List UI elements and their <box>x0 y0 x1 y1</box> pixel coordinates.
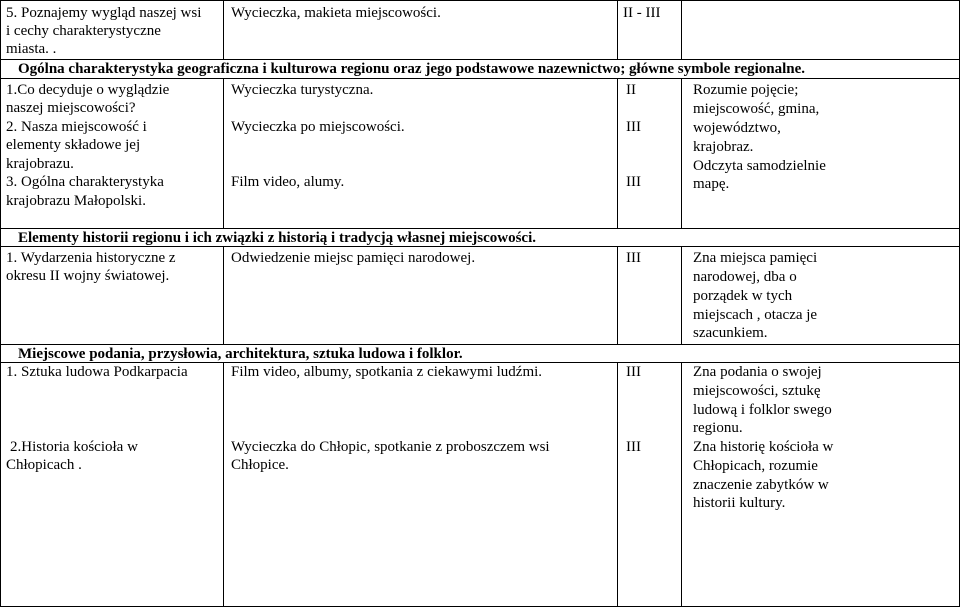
outcome-text: Rozumie pojęcie; <box>693 82 799 98</box>
outcome-text: porządek w tych <box>693 288 793 304</box>
outcome-text: narodowej, dba o <box>693 269 797 285</box>
column-divider <box>617 0 618 60</box>
topic-text: elementy składowe jej <box>6 137 141 153</box>
section-heading: Miejscowe podania, przysłowia, architektura, sztuka ludowa i folklor. <box>18 346 463 362</box>
level-text: II <box>626 82 636 98</box>
topic-text: 5. Poznajemy wygląd naszej wsi <box>6 5 202 21</box>
section-heading: Ogólna charakterystyka geograficzna i kulturowa regionu oraz jego podstawowe nazewnictwo; główne symbole regionalne. <box>18 61 806 77</box>
outcome-text: Zna historię kościoła w <box>693 439 834 455</box>
outcome-text: znaczenie zabytków w <box>693 477 829 493</box>
column-divider <box>223 246 224 345</box>
column-divider <box>617 362 618 607</box>
table-top-border <box>0 0 960 1</box>
column-divider <box>617 78 618 229</box>
topic-text: 1. Wydarzenia historyczne z <box>6 250 176 266</box>
method-text: Chłopice. <box>231 457 289 473</box>
column-divider <box>223 0 224 60</box>
level-text: III <box>626 119 641 135</box>
level-text: II - III <box>623 5 661 21</box>
method-text: Wycieczka turystyczna. <box>231 82 374 98</box>
column-divider <box>223 78 224 229</box>
topic-text: 2.Historia kościoła w <box>10 439 138 455</box>
level-text: III <box>626 364 641 380</box>
topic-text: naszej miejscowości? <box>6 100 136 116</box>
outcome-text: miejscach , otacza je <box>693 307 818 323</box>
outcome-text: krajobraz. <box>693 139 754 155</box>
method-text: Wycieczka, makieta miejscowości. <box>231 5 441 21</box>
section-heading: Elementy historii regionu i ich związki z historią i tradycją własnej miejscowości. <box>18 230 536 246</box>
column-divider <box>681 362 682 607</box>
level-text: III <box>626 174 641 190</box>
outcome-text: mapę. <box>693 176 730 192</box>
topic-text: 1. Sztuka ludowa Podkarpacia <box>6 364 188 380</box>
method-text: Film video, alumy. <box>231 174 345 190</box>
level-text: III <box>626 250 641 266</box>
method-text: Film video, albumy, spotkania z ciekawymi ludźmi. <box>231 364 543 380</box>
topic-text: krajobrazu. <box>6 156 74 172</box>
outcome-text: miejscowość, gmina, <box>693 101 820 117</box>
topic-text: miasta. . <box>6 41 57 57</box>
topic-text: krajobrazu Małopolski. <box>6 193 146 209</box>
outcome-text: województwo, <box>693 120 781 136</box>
column-divider <box>681 0 682 60</box>
method-text: Odwiedzenie miejsc pamięci narodowej. <box>231 250 476 266</box>
column-divider <box>223 362 224 607</box>
topic-text: 3. Ogólna charakterystyka <box>6 174 164 190</box>
level-text: III <box>626 439 641 455</box>
topic-text: i cechy charakterystyczne <box>6 23 161 39</box>
method-text: Wycieczka po miejscowości. <box>231 119 405 135</box>
column-divider <box>617 246 618 345</box>
column-divider <box>681 246 682 345</box>
topic-text: okresu II wojny światowej. <box>6 268 170 284</box>
outcome-text: regionu. <box>693 420 743 436</box>
outcome-text: miejscowości, sztukę <box>693 383 821 399</box>
outcome-text: historii kultury. <box>693 495 786 511</box>
outcome-text: Zna miejsca pamięci <box>693 250 818 266</box>
outcome-text: szacunkiem. <box>693 325 768 341</box>
outcome-text: Chłopicach, rozumie <box>693 458 818 474</box>
column-divider <box>681 78 682 229</box>
outcome-text: ludową i folklor swego <box>693 402 832 418</box>
outcome-text: Odczyta samodzielnie <box>693 158 826 174</box>
topic-text: 1.Co decyduje o wyglądzie <box>6 82 170 98</box>
outcome-text: Zna podania o swojej <box>693 364 822 380</box>
topic-text: Chłopicach . <box>6 457 82 473</box>
method-text: Wycieczka do Chłopic, spotkanie z proboszczem wsi <box>231 439 550 455</box>
topic-text: 2. Nasza miejscowość i <box>6 119 147 135</box>
table-left-border <box>0 0 1 607</box>
